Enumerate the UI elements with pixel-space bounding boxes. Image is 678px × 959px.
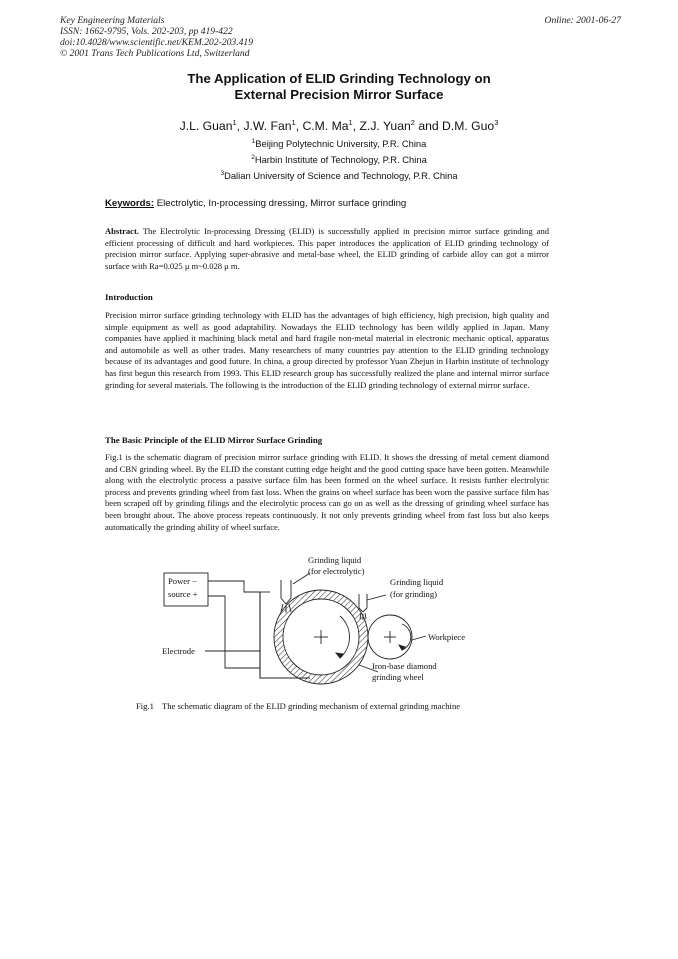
keywords-text: Electrolytic, In-processing dressing, Mirror surface grinding [154, 198, 407, 209]
affiliation-text: Harbin Institute of Technology, P.R. China [254, 154, 427, 166]
grinding-nozzle [359, 594, 367, 612]
doi-line[interactable]: doi:10.4028/www.scientific.net/KEM.202-203.419 [60, 37, 254, 48]
copyright-line: © 2001 Trans Tech Publications Ltd, Switzerland [60, 48, 250, 59]
keywords-line [105, 198, 406, 209]
power-text: Power [168, 576, 190, 586]
introduction-paragraph: Precision mirror surface grinding technology with ELID has the advantages of high efficiency, high precision, high quality and simple equipment as well as good adaptability. Nowadays the ELID technology has been wildly applied in Japan. Many companies have applied it machining black metal and hard fragile non-metal material in electronic mechanic optical, apparatus and automobile as well as other trades. Many researchers of many countries pay attention to the ELID grinding technology because of its advantages and good future. In china, a group directed by professor Yuan Zhejun in Harbin institute of technology has first begun this research from 1993. This ELID research group has successfully realized the plane and internal mirror surface grinding for several materials. The following is the introduction of the ELID grinding technology of external mirror surface. [105, 310, 549, 390]
source-label [168, 589, 197, 599]
affiliation-text: Beijing Polytechnic University, P.R. China [255, 138, 427, 150]
source-text: source [168, 589, 191, 599]
journal-name: Key Engineering Materials [60, 15, 165, 26]
elid-schematic-figure [150, 552, 480, 692]
affiliation-3 [0, 168, 678, 181]
right-liquid-leader [367, 595, 386, 600]
author-name: C.M. Ma [302, 119, 349, 134]
affiliation-mark: 1 [251, 138, 256, 145]
author-name: J.W. Fan [243, 119, 292, 134]
affiliation-text: Dalian University of Science and Technology, P.R. China [224, 170, 458, 182]
author-separator: , [352, 119, 360, 134]
negative-wire [208, 581, 260, 592]
title-line-1: The Application of ELID Grinding Technology on [187, 71, 491, 86]
principle-paragraph: Fig.1 is the schematic diagram of precision mirror surface grinding with ELID. It shows the dressing of metal cement diamond and CBN grinding wheel. By the ELID the constant cutting edge height and the good cutting space have been gotten. Meanwhile along with the electrolytic process a passive surface film has been formed on the wheel surface. It resists further electrolytic process and prevents grinding wheel from fast loss. When the grains on wheel surface has been worn the passive surface film has been scraped off by grinding filings and the electrolytic process can go on as well as the dressing of grinding wheel surface has been brought about. The above process repeats continuously. It not only prevents grinding wheel from fast loss but also keeps automatically the grinding ability of wheel surface. [105, 452, 549, 532]
author-affiliation-mark: 1 [291, 118, 296, 127]
author-affiliation-mark: 1 [232, 118, 237, 127]
wheel-label-line-2: grinding wheel [372, 672, 424, 682]
for-grinding-label: (for grinding) [390, 589, 438, 599]
author-list [0, 116, 678, 133]
grinding-liquid-right-label: Grinding liquid [390, 577, 444, 587]
electrode-label: Electrode [162, 646, 195, 656]
figure-number: Fig.1 [136, 701, 154, 711]
for-electrolytic-label: (for electrolytic) [308, 566, 365, 576]
electrolytic-nozzle [281, 580, 291, 604]
power-label [168, 576, 197, 586]
keywords-label: Keywords: [105, 198, 155, 209]
paper-title [0, 71, 678, 103]
author-separator: , [236, 119, 244, 134]
author-name: J.L. Guan [179, 119, 233, 134]
grinding-liquid-top-label: Grinding liquid [308, 555, 362, 565]
author-name: Z.J. Yuan [359, 119, 411, 134]
introduction-heading: Introduction [105, 292, 153, 302]
affiliation-2 [0, 152, 678, 165]
author-name: D.M. Guo [442, 119, 495, 134]
online-date: Online: 2001-06-27 [544, 15, 621, 26]
wheel-label-line-1: Iron-base diamond [372, 661, 437, 671]
journal-header [60, 15, 253, 59]
principle-heading: The Basic Principle of the ELID Mirror Surface Grinding [105, 435, 323, 445]
title-line-2: External Precision Mirror Surface [234, 87, 444, 102]
workpiece-label: Workpiece [428, 632, 466, 642]
figure-caption-text: The schematic diagram of the ELID grinding mechanism of external grinding machine [162, 701, 461, 711]
affiliation-1 [0, 136, 678, 149]
workpiece-leader [412, 636, 426, 640]
abstract-label: Abstract. [105, 226, 139, 236]
power-plus-sign: + [192, 589, 198, 599]
abstract-text: The Electrolytic In-processing Dressing (ELID) is successfully applied in precision mirror surface grinding and efficient processing of difficult and hard workpieces. This paper introduces the application of ELID grinding technology of precision mirror surface. Applying super-abrasive and metal-base wheel, the ELID grinding of carbide alloy can got a mirror surface with Ra=0.025 μ m~0.028 μ m. [105, 226, 549, 271]
author-separator: and [414, 119, 443, 134]
affiliation-mark: 3 [220, 170, 225, 177]
issn-line: ISSN: 1662-9795, Vols. 202-203, pp 419-422 [60, 26, 233, 37]
affiliation-mark: 2 [251, 154, 255, 161]
author-affiliation-mark: 1 [348, 118, 353, 127]
author-affiliation-mark: 3 [494, 118, 499, 127]
author-affiliation-mark: 2 [410, 118, 415, 127]
power-minus-sign: − [192, 576, 197, 586]
positive-wire [208, 596, 260, 668]
figure-caption [136, 701, 460, 711]
author-separator: , [295, 119, 303, 134]
abstract-paragraph [105, 226, 549, 272]
